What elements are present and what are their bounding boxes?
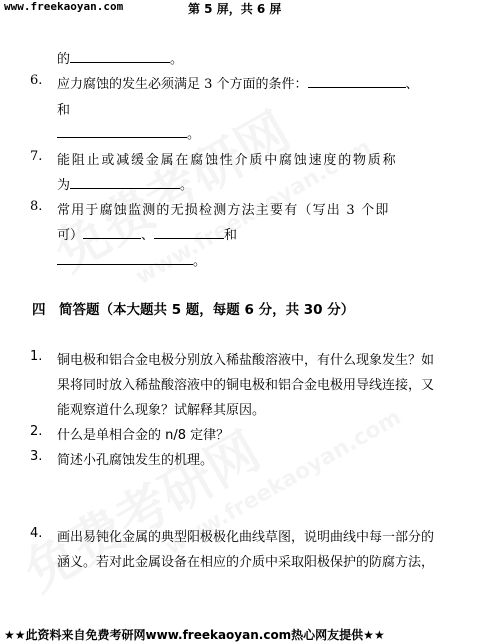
q8-prefix: 可） [57, 228, 84, 243]
q8-blank-3 [57, 252, 193, 265]
q8-blank-1 [83, 226, 141, 239]
q5-tail-line [57, 48, 183, 67]
q6-line2 [57, 99, 70, 118]
q7-prefix: 为 [57, 178, 71, 193]
q8-and: 和 [224, 228, 238, 243]
header-url: www.freekaoyan.com [4, 0, 124, 13]
sa1-line1: 铜电极和铝合金电极分别放入稀盐酸溶液中，有什么现象发生？如 [57, 353, 435, 368]
section-4-title: 四 简答题（本大题共 5 题，每题 6 分，共 30 分） [32, 302, 355, 318]
q7-text: 能阻止或减缓金属在腐蚀性介质中腐蚀速度的物质称 [57, 153, 398, 168]
q6-line1: 应力腐蚀的发生必须满足 3 个方面的条件： 、 [57, 77, 419, 92]
sa1-line3: 能观察道什么现象？试解释其原因。 [57, 403, 266, 418]
q6-blank-2 [57, 125, 187, 138]
q6-and: 和 [57, 103, 71, 118]
sa4-line1: 画出易钝化金属的典型阳极极化曲线草图，说明曲线中每一部分的 [57, 530, 435, 545]
q8-line2 [57, 224, 237, 243]
q7-number: 7. [30, 149, 43, 164]
q6-line3 [57, 123, 200, 142]
q5-suffix: 。 [170, 52, 184, 67]
page-indicator: 第 5 屏，共 6 屏 [188, 2, 282, 16]
q6-blank-1 [308, 75, 406, 88]
sa2-number: 2. [30, 424, 43, 439]
q7-end: 。 [180, 178, 194, 193]
sa1-number: 1. [30, 349, 43, 364]
q7-blank [70, 176, 180, 189]
q6-number: 6. [30, 73, 43, 88]
q8-line3 [57, 250, 206, 269]
q6-text: 应力腐蚀的发生必须满足 3 个方面的条件： [57, 77, 308, 92]
sa3-number: 3. [30, 449, 43, 464]
sa2-line1: 什么是单相合金的 n/8 定律？ [57, 428, 230, 443]
q8-end: 。 [193, 254, 207, 269]
q7-line2 [57, 174, 193, 193]
q6-end: 。 [187, 127, 201, 142]
q5-blank [70, 50, 170, 63]
q8-number: 8. [30, 199, 43, 214]
q8-blank-2 [154, 226, 224, 239]
q5-prefix: 的 [57, 52, 71, 67]
sa3-line1: 简述小孔腐蚀发生的机理。 [57, 453, 214, 468]
q8-sep: 、 [141, 228, 155, 243]
q8-text: 常用于腐蚀监测的无损检测方法主要有（写出 3 个即 [57, 203, 390, 218]
sa1-line2: 果将同时放入稀盐酸溶液中的铜电极和铝合金电极用导线连接，又 [57, 378, 435, 393]
sa4-line2: 涵义。若对此金属设备在相应的介质中采取阳极保护的防腐方法， [57, 555, 435, 570]
sa4-number: 4. [30, 526, 43, 541]
footer-banner: ★★此资料来自免费考研网www.freekaoyan.com热心网友提供★★ [4, 628, 385, 642]
